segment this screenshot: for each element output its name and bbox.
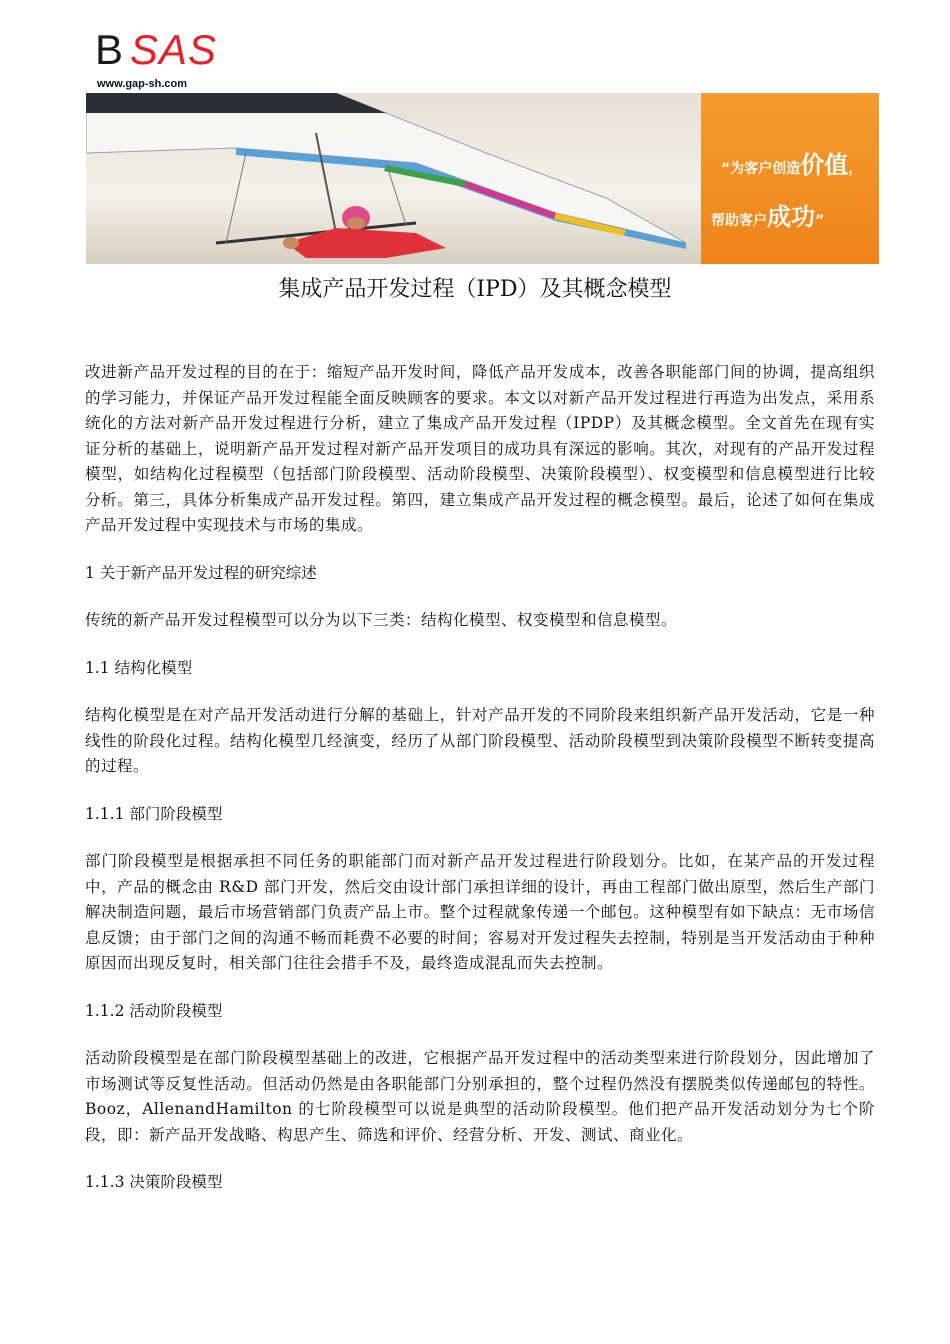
slogan-success-word: 成功 — [767, 203, 815, 231]
subsection-heading: 1.1.2 活动阶段模型 — [85, 1001, 223, 1020]
section-heading: 1 关于新产品开发过程的研究综述 — [85, 563, 317, 582]
slogan-line-1-punct: ， — [848, 161, 863, 177]
hang-glider-illustration — [86, 93, 701, 264]
slogan-line-2-text: 帮助客户 — [711, 213, 767, 229]
document-title: 集成产品开发过程（IPD）及其概念模型 — [278, 277, 672, 302]
slogan-value-word: 价值 — [800, 151, 849, 179]
company-logo — [95, 28, 217, 90]
slogan-line-2 — [711, 197, 824, 232]
slogan-panel — [701, 93, 879, 264]
document-body — [85, 360, 875, 1218]
body-paragraph: 传统的新产品开发过程模型可以分为以下三类：结构化模型、权变模型和信息模型。 — [85, 611, 678, 629]
abstract-paragraph: 改进新产品开发过程的目的在于：缩短产品开发时间，降低产品开发成本，改善各职能部门间的协调，提高组织的学习能力，并保证产品开发过程能全面反映顾客的要求。本文以对新产品开发过程进行再造为出发点，采用系统化的方法对新产品开发过程进行分析，建立了集成产品开发过程（IPDP）及其概念模型。全文首先在现有实证分析的基础上，说明新产品开发过程对新产品开发项目的成功具有深远的影响。其次，对现有的产品开发过程模型，如结构化过程模型（包括部门阶段模型、活动阶段模型、决策阶段模型）、权变模型和信息模型进行比较分析。第三，具体分析集成产品开发过程。第四，建立集成产品开发过程的概念模型。最后，论述了如何在集成产品开发过程中实现技术与市场的集成。 — [85, 363, 875, 534]
slogan-line-1-text: “为客户创造 — [721, 161, 801, 177]
header-banner — [86, 93, 879, 264]
logo-letter-b: B — [95, 26, 125, 73]
body-paragraph: 活动阶段模型是在部门阶段模型基础上的改进，它根据产品开发过程中的活动类型来进行阶段划分，因此增加了市场测试等反复性活动。但活动仍然是由各职能部门分别承担的，整个过程仍然没有摆脱类似传递邮包的特性。Booz，AllenandHamilton 的七阶段模型可以说是典型的活动阶段模型。他们把产品开发活动划分为七个阶段，即：新产品开发战略、构思产生、筛选和评价、经营分析、开发、测试、商业化。 — [85, 1049, 875, 1144]
logo-letters-sas: SAS — [130, 26, 218, 73]
slogan-line-2-punct: ” — [815, 213, 825, 229]
hang-glider-photo — [86, 93, 701, 264]
subsection-heading: 1.1.3 决策阶段模型 — [85, 1173, 223, 1191]
body-paragraph: 部门阶段模型是根据承担不同任务的职能部门而对新产品开发过程进行阶段划分。比如，在某产品的开发过程中，产品的概念由 R&D 部门开发，然后交由设计部门承担详细的设计，再由工程部门做出原型，然后生产部门解决制造问题，最后市场营销部门负责产品上市。整个过程就象传递一个邮包。这种模型有如下缺点：无市场信息反馈；由于部门之间的沟通不畅而耗费不必要的时间；容易对开发过程失去控制，特别是当开发活动由于种种原因而出现反复时，相关部门往往会措手不及，最终造成混乱而失去控制。 — [85, 852, 875, 972]
website-url: www.gap-sh.com — [97, 78, 188, 90]
subsection-heading: 1.1 结构化模型 — [85, 658, 193, 677]
slogan-line-1 — [721, 145, 862, 180]
body-paragraph: 结构化模型是在对产品开发活动进行分解的基础上，针对产品开发的不同阶段来组织新产品开发活动，它是一种线性的阶段化过程。结构化模型几经演变，经历了从部门阶段模型、活动阶段模型到决策阶段模型不断转变提高的过程。 — [85, 706, 875, 775]
logo-wordmark — [95, 28, 217, 72]
subsection-heading: 1.1.1 部门阶段模型 — [85, 804, 223, 823]
